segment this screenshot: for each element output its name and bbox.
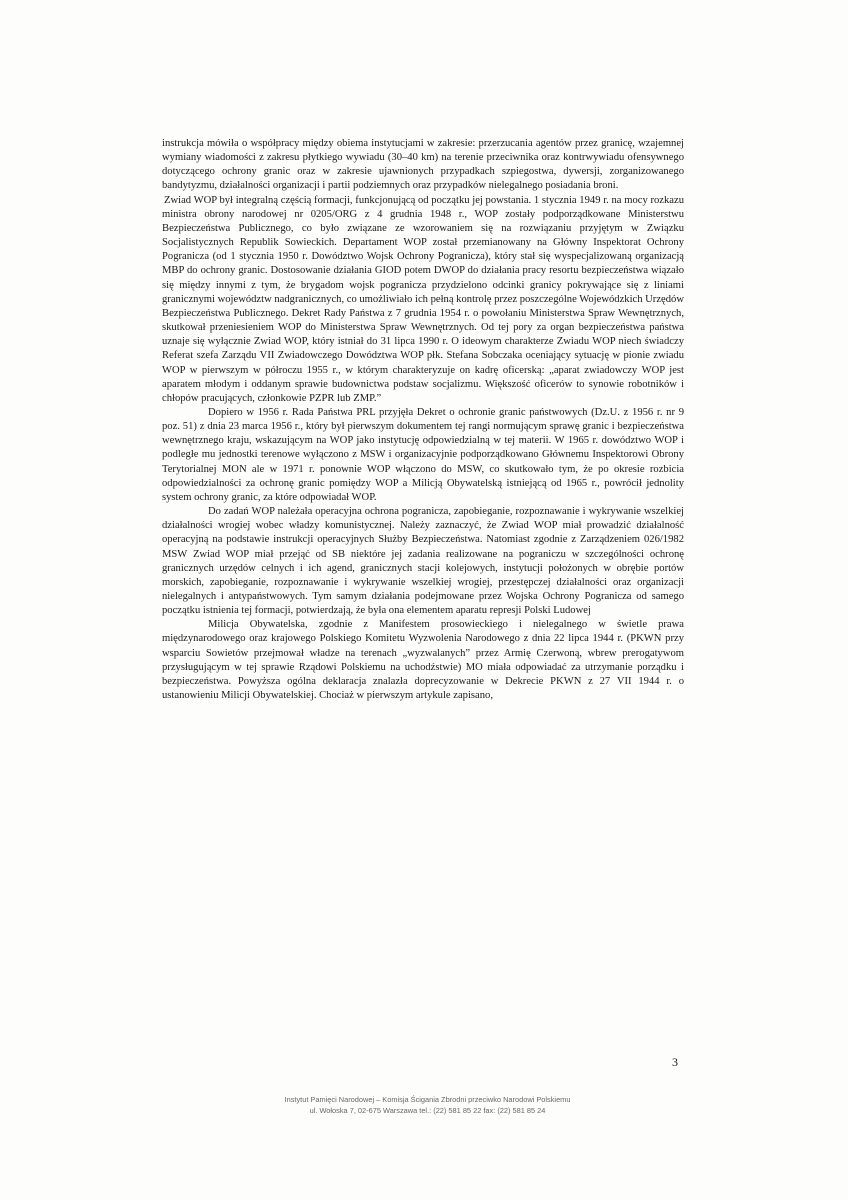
footer [200,1094,655,1116]
footer-line-institution: Instytut Pamięci Narodowej – Komisja Ścigania Zbrodni przeciwko Narodowi Polskiemu [284,1095,571,1104]
footer-line-address: ul. Wołoska 7, 02-675 Warszawa tel.: (22) 581 85 22 fax: (22) 581 85 24 [309,1106,546,1115]
paragraph: Zwiad WOP był integralną częścią formacji, funkcjonującą od początku jej powstania. 1 stycznia 1949 r. na mocy rozkazu ministra obrony narodowej nr 0205/ORG z 4 grudnia 1948 r., WOP zostały podporządkowane Ministerstwu Bezpieczeństwa Publicznego, co było związane ze wzorowaniem się na rozwiązaniu przyjętym w Związku Socjalistycznych Republik Sowieckich. Departament WOP został przemianowany na Główny Inspektorat Ochrony Pogranicza (od 1 stycznia 1950 r. Dowództwo Wojsk Ochrony Pogranicza), który stał się wyspecjalizowaną organizacją MBP do ochrony granic. Dostosowanie działania GIOD potem DWOP do działania pracy resortu bezpieczeństwa wiązało się między innymi z tym, że brygadom wojsk pogranicza przydzielono odcinki granicy pokrywające się z liniami granicznymi województw nadgranicznych, co umożliwiało ich pełną kontrolę przez poszczególne Wojewódzkich Urzędów Bezpieczeństwa Publicznego. Dekret Rady Państwa z 7 grudnia 1954 r. o powołaniu Ministerstwa Spraw Wewnętrznych, skutkował przeniesieniem WOP do Ministerstwa Spraw Wewnętrznych. Od tej pory za organ bezpieczeństwa państwa uznaje się wyłącznie Zwiad WOP, który istniał do 31 lipca 1990 r. O ideowym charakterze Zwiadu WOP niech świadczy Referat szefa Zarządu VII Zwiadowczego Dowództwa WOP płk. Stefana Sobczaka oceniający sytuację w pionie zwiadu WOP w pierwszym w półroczu 1955 r., w którym charakteryzuje on kadrę oficerską: „aparat zwiadowczy WOP jest aparatem młodym i oddanym sprawie budownictwa podstaw socjalizmu. Większość oficerów to synowie robotników i chłopów pracujących, członkowie PZPR lub ZMP.” [162,194,684,404]
paragraph: instrukcja mówiła o współpracy między obiema instytucjami w zakresie: przerzucania agentów przez granicę, wzajemnej wymiany wiadomości z zakresu płytkiego wywiadu (30–40 km) na terenie przeciwnika oraz kontrwywiadu ofensywnego dotyczącego ochrony granic oraz w zakresie ujawnionych przypadkach szpiegostwa, dywersji, zorganizowanego bandytyzmu, działalności organizacji i partii podziemnych oraz przypadków nielegalnego posiadania broni. [162,138,684,192]
paragraph: Do zadań WOP należała operacyjna ochrona pogranicza, zapobieganie, rozpoznawanie i wykrywanie wszelkiej działalności wrogiej wobec władzy komunistycznej. Należy zaznaczyć, że Zwiad WOP miał prowadzić działalność operacyjną na podstawie instrukcji operacyjnych Służby Bezpieczeństwa. Natomiast zgodnie z Zarządzeniem 026/1982 MSW Zwiad WOP miał przejąć od SB niektóre jej zadania realizowane na pograniczu w szczególności ochronę granicznych urzędów celnych i ich agend, granicznych stacji kolejowych, instytucji położonych w obrębie portów morskich, zapobieganie, rozpoznawanie i wykrywanie wszelkiej wrogiej, przestępczej działalności oraz organizacji nielegalnych i antypaństwowych. Tym samym działania podejmowane przez Wojska Ochrony Pogranicza od samego początku istnienia tej formacji, potwierdzają, że była ona elementem aparatu represji Polski Ludowej [162,506,684,617]
paragraph: Dopiero w 1956 r. Rada Państwa PRL przyjęła Dekret o ochronie granic państwowych (Dz.U. z 1956 r. nr 9 poz. 51) z dnia 23 marca 1956 r., który był pierwszym dokumentem tej rangi normującym sprawę granic i bezpieczeństwa wewnętrznego kraju, wskazującym na WOP jako instytucję odpowiedzialną w tej materii. W 1965 r. dowództwo WOP i podległe mu jednostki terenowe wyłączono z MSW i organizacyjnie podporządkowano Głównemu Inspektorowi Obrony Terytorialnej MON ale w 1971 r. ponownie WOP włączono do MSW, co skutkowało tym, że po okresie rozbicia odpowiedzialności za ochronę granic pomiędzy WOP a Milicją Obywatelską istniejącą od 1965 r., powrócił jednolity system ochrony granic, za które odpowiadał WOP. [162,406,684,503]
paragraph: Milicja Obywatelska, zgodnie z Manifestem prosowieckiego i nielegalnego w świetle prawa międzynarodowego oraz krajowego Polskiego Komitetu Wyzwolenia Narodowego z dnia 22 lipca 1944 r. (PKWN przy wsparciu Sowietów przejmował władze na terenach „wyzwalanych” przez Armię Czerwoną, wbrew prerogatywom przysługującym w tej sprawie Rządowi Polskiemu na uchodźstwie) MO miała odpowiadać za utrzymanie porządku i bezpieczeństwa. Powyższa ogólna deklaracja znalazła doprecyzowanie w Dekrecie PKWN z 27 VII 1944 r. o ustanowieniu Milicji Obywatelskiej. Chociaż w pierwszym artykule zapisano, [162,619,684,702]
page-number: 3 [672,1055,678,1069]
body-text [162,137,684,703]
